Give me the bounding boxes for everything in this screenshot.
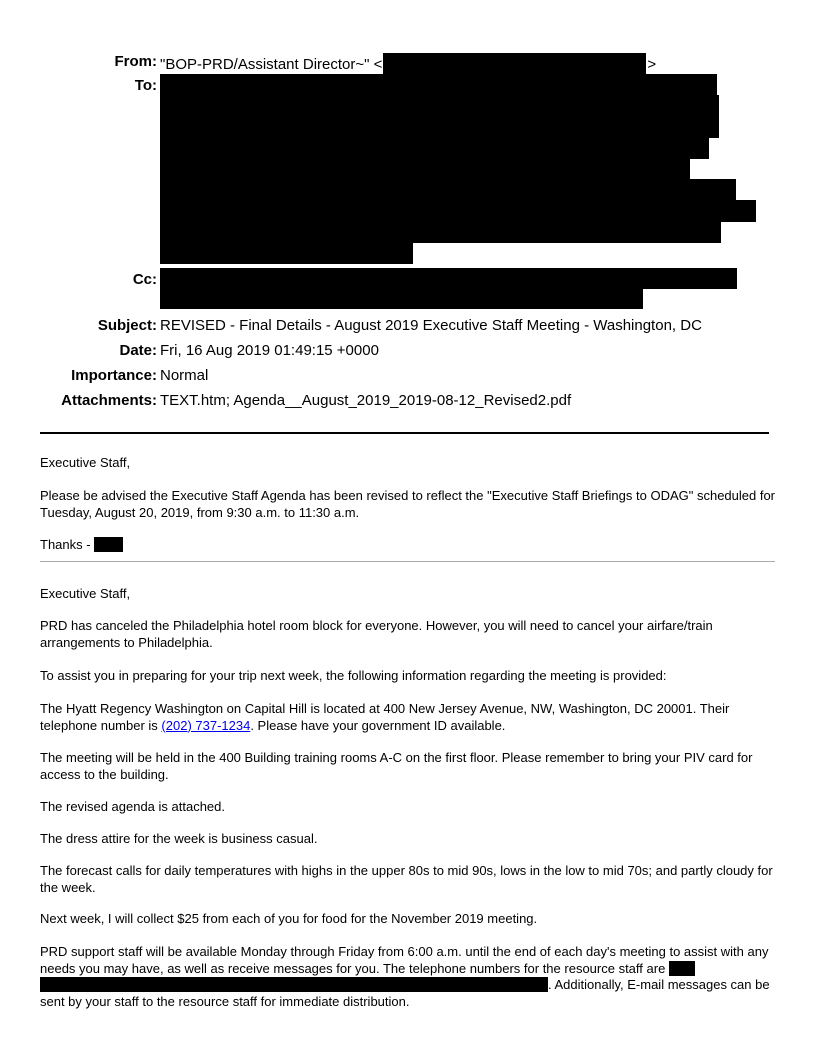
from-value [160, 53, 656, 74]
from-label: From: [114, 53, 157, 70]
attachments-label: Attachments: [61, 392, 157, 409]
paragraph: To assist you in preparing for your trip next week, the following information regarding the meeting is provided: [40, 668, 667, 683]
paragraph: PRD has canceled the Philadelphia hotel room block for everyone. However, you will need to cancel your airfare/train arrangements to Philadelphia. [40, 618, 713, 650]
redaction [160, 221, 721, 243]
greeting: Executive Staff, [40, 586, 131, 601]
paragraph: The revised agenda is attached. [40, 799, 226, 814]
importance-value: Normal [160, 367, 209, 384]
from-close: > [647, 56, 657, 73]
hotel-phone-link[interactable]: (202) 737-1234 [161, 717, 251, 733]
thanks-line [40, 537, 780, 554]
revision-note: Please be advised the Executive Staff Agenda has been revised to reflect the "Executive Staff Briefings to ODAG" scheduled for Tuesday, August 20, 2019, from 9:30 a.m. to 11:30 a.m. [40, 488, 776, 520]
hotel-paragraph [40, 701, 780, 734]
hotel-text: The Hyatt Regency Washington on Capital Hill is located at 400 New Jersey Avenue, NW, Washington, DC 20001. Their telephone number is [40, 701, 730, 733]
date-label: Date: [119, 342, 157, 359]
thanks-text: Thanks - [40, 537, 95, 552]
support-text-end: . Additionally, E-mail messages can be sent by your staff to the resource staff for immediate distribution. [40, 977, 770, 1009]
redaction [94, 537, 123, 552]
redaction [160, 200, 756, 222]
paragraph: The meeting will be held in the 400 Building training rooms A-C on the first floor. Please remember to bring your PIV card for access to the building. [40, 750, 753, 782]
redaction [160, 158, 690, 180]
redaction [160, 137, 709, 159]
redaction [160, 95, 719, 117]
support-text: PRD support staff will be available Monday through Friday from 6:00 a.m. until the end of each day's meeting to assist with any needs you may have, as well as receive messages for you. The telephone numbers for the resource staff are [40, 944, 769, 976]
cc-label: Cc: [132, 271, 157, 288]
from-name: "BOP-PRD/Assistant Director~" < [160, 56, 383, 73]
attachments-value: TEXT.htm; Agenda__August_2019_2019-08-12_Revised2.pdf [160, 392, 572, 409]
message-divider [40, 561, 775, 562]
hotel-text-end: . Please have your government ID available. [250, 717, 506, 733]
redaction [160, 116, 719, 138]
redaction [383, 53, 646, 74]
redaction [40, 977, 548, 992]
redaction [669, 961, 695, 976]
paragraph: Next week, I will collect $25 from each of you for food for the November 2019 meeting. [40, 911, 538, 926]
header-divider [40, 432, 769, 434]
to-label: To: [134, 77, 157, 94]
subject-label: Subject: [97, 317, 157, 334]
redaction [160, 242, 413, 264]
redaction [160, 289, 643, 309]
support-paragraph [40, 944, 780, 1010]
importance-label: Importance: [71, 367, 157, 384]
redaction [160, 268, 737, 289]
subject-value: REVISED - Final Details - August 2019 Executive Staff Meeting - Washington, DC [160, 317, 702, 334]
paragraph: The dress attire for the week is business casual. [40, 831, 318, 846]
greeting: Executive Staff, [40, 455, 131, 470]
paragraph: The forecast calls for daily temperatures with highs in the upper 80s to mid 90s, lows in the low to mid 70s; and partly cloudy for the week. [40, 863, 773, 895]
redaction [160, 179, 736, 201]
date-value: Fri, 16 Aug 2019 01:49:15 +0000 [160, 342, 379, 359]
redaction [160, 74, 717, 96]
